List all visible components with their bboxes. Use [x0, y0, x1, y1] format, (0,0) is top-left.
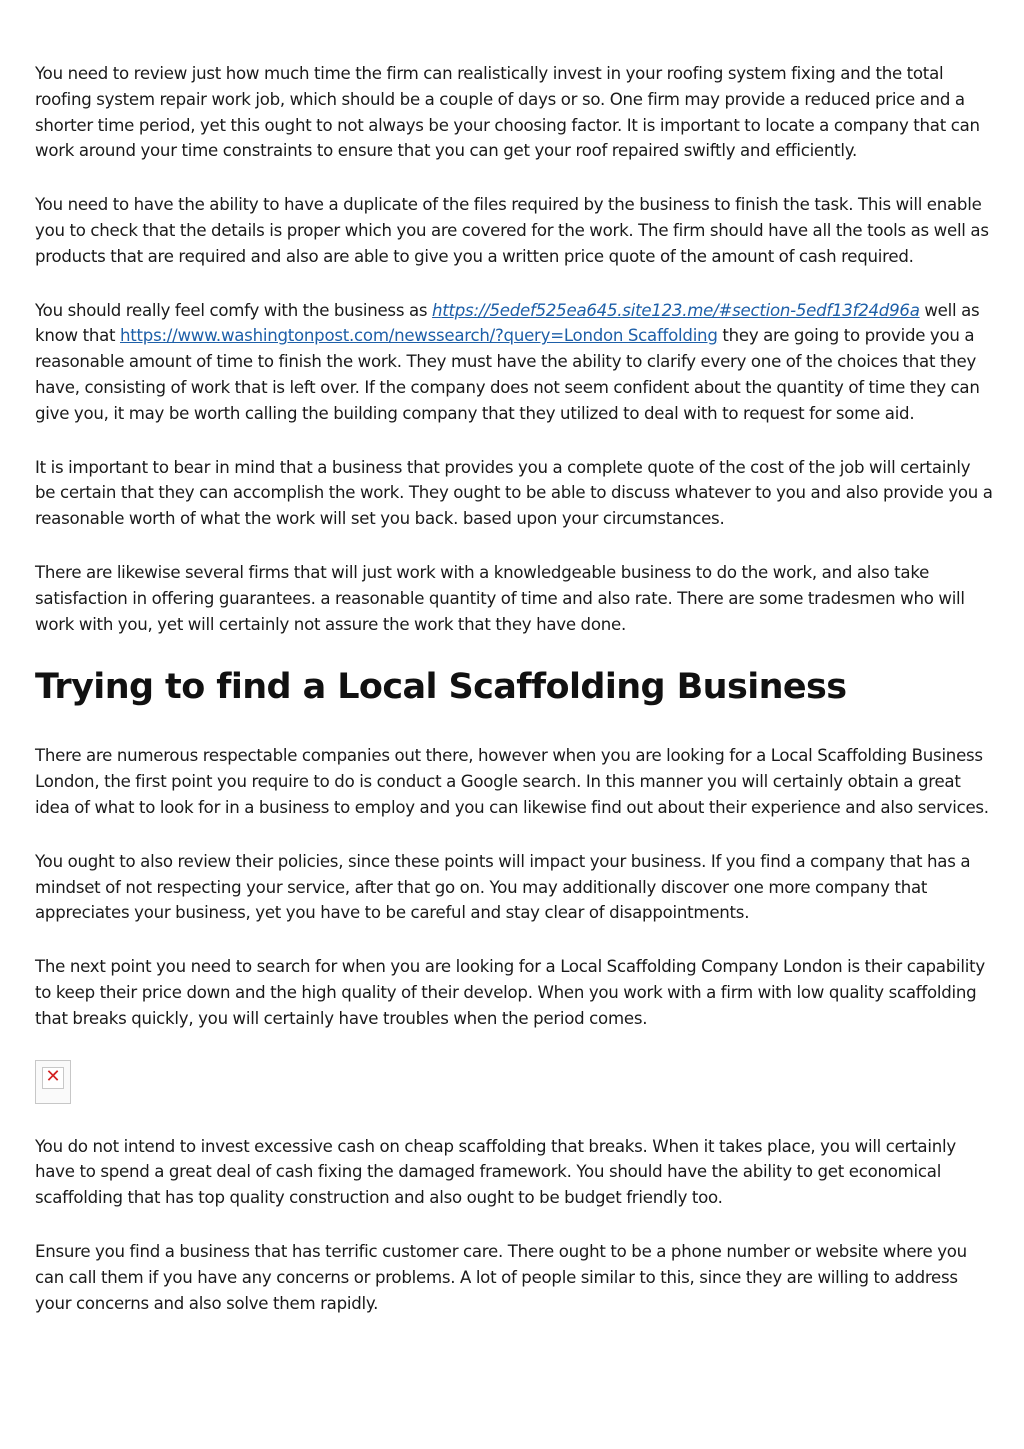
paragraph-text-between-links: well as know that [35, 300, 980, 346]
paragraph-review-policies: You ought to also review their policies, since these points will impact your business. If you find a company that has a mindset of not respecting your service, after that go on. You may additionally discover one more company that appreciates your business, yet you have to be careful and stay clear of disappointments. [35, 851, 971, 923]
paragraph-several-firms: There are likewise several firms that will just work with a knowledgeable business to do the work, and also take satisfaction in offering guarantees. a reasonable quantity of time and also rate. There are some tradesmen who will work with you, yet will certainly not assure the work that they have done. [35, 562, 965, 634]
section-heading: Trying to find a Local Scaffolding Business [35, 667, 847, 708]
paragraph-cheap-scaffolding: You do not intend to invest excessive cash on cheap scaffolding that breaks. When it takes place, you will certainly have to spend a great deal of cash fixing the damaged framework. You should have the ability to get economical scaffolding that has top quality construction and also ought to be budget friendly too. [35, 1136, 956, 1208]
paragraph-roof-time: You need to review just how much time the firm can realistically invest in your roofing system fixing and the total roofing system repair work job, which should be a couple of days or so. One firm may provide a reduced price and a shorter time period, yet this ought to not always be your choosing factor. It is important to locate a company that can work around your time constraints to ensure that you can get your roof repaired swiftly and efficiently. [35, 64, 980, 161]
paragraph-complete-quote: It is important to bear in mind that a business that provides you a complete quote of the cost of the job will certainly be certain that they can accomplish the work. They ought to be able to discuss whatever to you and also provide you a reasonable worth of what the work will set you back. based upon your circumstances. [35, 457, 993, 529]
broken-image-icon: ✕ [45, 1065, 61, 1087]
paragraph-text-after-link: they are going to provide you a reasonable amount of time to finish the work. They must have the ability to clarify every one of the choices that they have, consisting of work that is left over. If the company does not seem confident about the quantity of time they can give you, it may be worth calling the building company that they utilized to deal with to request for some aid. [35, 326, 980, 423]
paragraph-customer-care: Ensure you find a business that has terrific customer care. There ought to be a phone number or website where you can call them if you have any concerns or problems. A lot of people similar to this, since they are willing to address your concerns and also solve them rapidly. [35, 1241, 967, 1313]
paragraph-text-before-link: You should really feel comfy with the business as [35, 300, 432, 320]
site123-link[interactable]: https://5edef525ea645.site123.me/#section-5edf13f24d96a [431, 300, 920, 320]
paragraph-keep-price-down: The next point you need to search for when you are looking for a Local Scaffolding Company London is their capability to keep their price down and the high quality of their develop. When you work with a firm with low quality scaffolding that breaks quickly, you will certainly have troubles when the period comes. [35, 957, 985, 1028]
document-page [35, 61, 995, 1344]
paragraph-duplicate-files: You need to have the ability to have a duplicate of the files required by the business to finish the task. This will enable you to check that the details is proper which you are covered for the work. The firm should have all the tools as well as products that are required and also are able to give you a written price quote of the amount of cash required. [35, 195, 989, 266]
paragraph-google-search: There are numerous respectable companies out there, however when you are looking for a Local Scaffolding Business London, the first point you require to do is conduct a Google search. In this manner you will certainly obtain a great idea of what to look for in a business to employ and you can likewise find out about their experience and also services. [35, 746, 989, 817]
broken-image-frame [42, 1067, 64, 1089]
paragraph-comfy-business [35, 298, 995, 427]
washingtonpost-link[interactable]: https://www.washingtonpost.com/newssearch/?query=London Scaffolding [120, 326, 718, 346]
broken-image-placeholder [35, 1060, 71, 1104]
